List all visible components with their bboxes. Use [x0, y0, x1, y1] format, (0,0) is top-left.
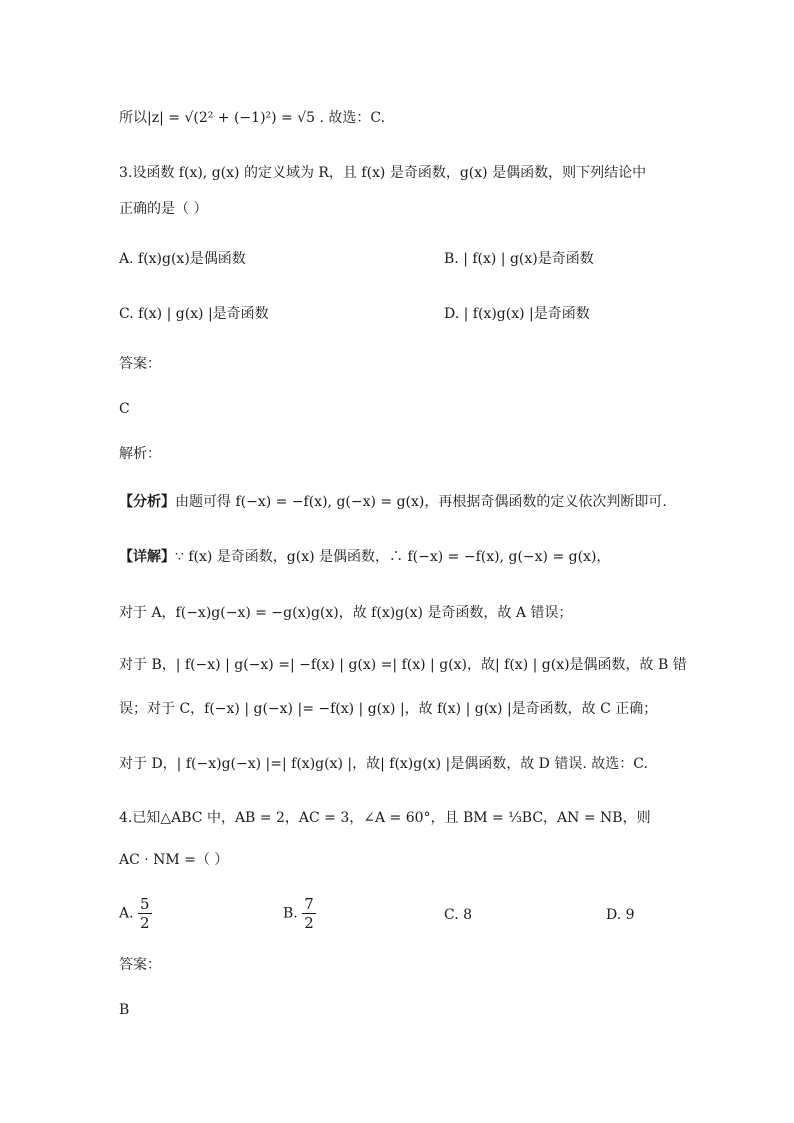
question-4-stem-line-2: AC · NM =（ ） — [119, 852, 229, 868]
question-3-stem-line-1: 3.设函数 f(x), g(x) 的定义域为 R，且 f(x) 是奇函数，g(x) 是偶函数，则下列结论中 — [119, 165, 647, 181]
question-3-option-a: A. f(x)g(x)是偶函数 — [119, 251, 246, 267]
option-a-label: A. — [119, 905, 134, 922]
question-3-option-b: B. | f(x) | g(x)是奇函数 — [444, 251, 594, 267]
option-b-denominator: 2 — [304, 914, 314, 932]
question-4-option-a — [119, 895, 152, 932]
option-a-fraction — [138, 895, 152, 932]
detail-b-line-2: 误；对于 C，f(−x) | g(−x) |= −f(x) | g(x) |，故 f(x) | g(x) |是奇函数，故 C 正确； — [119, 701, 658, 717]
previous-solution-line: 所以|z| = √(2² + (−1)²) = √5 . 故选：C. — [119, 110, 386, 126]
analysis-tag: 【分析】 — [119, 494, 175, 510]
option-a-denominator: 2 — [140, 914, 150, 932]
detail-tag: 【详解】 — [119, 549, 175, 565]
option-b-fraction — [302, 895, 316, 932]
answer-label-2: 答案： — [119, 957, 161, 973]
option-b-numerator: 7 — [304, 895, 314, 913]
analysis-text: 由题可得 f(−x) = −f(x), g(−x) = g(x)，再根据奇偶函数的定义依次判断即可. — [175, 494, 667, 510]
detail-d: 对于 D，| f(−x)g(−x) |=| f(x)g(x) |，故| f(x)g(x) |是偶函数，故 D 错误. 故选：C. — [119, 756, 648, 772]
question-3-option-c: C. f(x) | g(x) |是奇函数 — [119, 306, 269, 322]
analysis-line — [119, 492, 667, 512]
question-3-option-d: D. | f(x)g(x) |是奇函数 — [444, 306, 590, 322]
question-4-option-b — [283, 895, 316, 932]
question-4-option-d: D. 9 — [606, 907, 635, 923]
answer-value-1: C — [119, 401, 130, 417]
question-4-option-c: C. 8 — [444, 907, 473, 923]
detail-line — [119, 547, 610, 567]
question-3-stem-line-2: 正确的是（ ） — [119, 201, 208, 217]
option-a-numerator: 5 — [140, 895, 150, 913]
question-4-stem-line-1: 4.已知△ABC 中，AB = 2，AC = 3，∠A = 60°，且 BM = ⅓BC，AN = NB，则 — [119, 810, 651, 826]
answer-label-1: 答案： — [119, 356, 161, 372]
detail-a: 对于 A，f(−x)g(−x) = −g(x)g(x)，故 f(x)g(x) 是奇函数，故 A 错误； — [119, 605, 573, 621]
answer-value-2: B — [119, 1002, 130, 1018]
option-b-label: B. — [283, 905, 298, 922]
detail-b-line-1: 对于 B，| f(−x) | g(−x) =| −f(x) | g(x) =| f(x) | g(x)，故| f(x) | g(x)是偶函数，故 B 错 — [119, 657, 687, 673]
detail-text: ∵ f(x) 是奇函数，g(x) 是偶函数，∴ f(−x) = −f(x), g(−x) = g(x)， — [175, 549, 611, 565]
analysis-label: 解析： — [119, 446, 161, 462]
